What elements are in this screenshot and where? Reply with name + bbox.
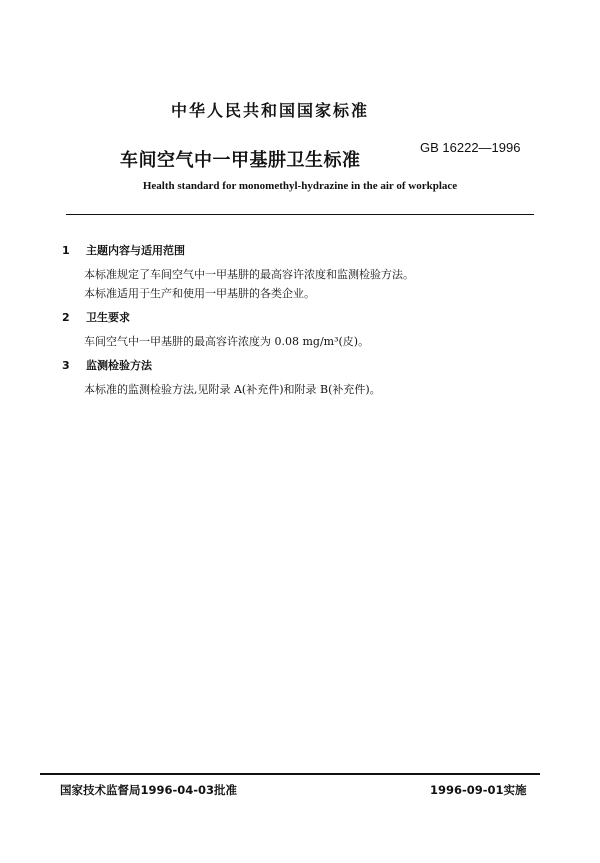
section-1-title: 主题内容与适用范围 bbox=[86, 244, 185, 257]
standard-number: GB 16222—1996 bbox=[420, 140, 521, 155]
implementation-date: 1996-09-01实施 bbox=[430, 783, 527, 797]
document-title: 车间空气中一甲基肼卫生标准 bbox=[120, 150, 361, 171]
section-1-paragraph-1: 本标准规定了车间空气中一甲基肼的最高容许浓度和监测检验方法。 bbox=[84, 268, 414, 281]
section-1-heading bbox=[62, 242, 185, 258]
approval-date: 国家技术监督局1996-04-03批准 bbox=[60, 783, 238, 797]
section-2-number: 2 bbox=[62, 311, 70, 324]
english-title: Health standard for monomethyl-hydrazine in the air of workplace bbox=[142, 180, 458, 192]
section-3-paragraph-1: 本标准的监测检验方法,见附录 A(补充件)和附录 B(补充件)。 bbox=[84, 383, 381, 396]
section-3-number: 3 bbox=[62, 359, 70, 372]
footer-divider bbox=[40, 773, 540, 775]
section-2-title: 卫生要求 bbox=[86, 311, 130, 324]
section-2-heading bbox=[62, 309, 130, 325]
section-3-title: 监测检验方法 bbox=[86, 359, 152, 372]
section-1-number: 1 bbox=[62, 244, 70, 257]
section-1-paragraph-2: 本标准适用于生产和使用一甲基肼的各类企业。 bbox=[84, 287, 315, 300]
section-3-heading bbox=[62, 357, 152, 373]
header-divider bbox=[66, 214, 534, 215]
section-2-paragraph-1: 车间空气中一甲基肼的最高容许浓度为 0.08 mg/m³(皮)。 bbox=[84, 335, 370, 348]
national-standard-label: 中华人民共和国国家标准 bbox=[170, 101, 369, 120]
